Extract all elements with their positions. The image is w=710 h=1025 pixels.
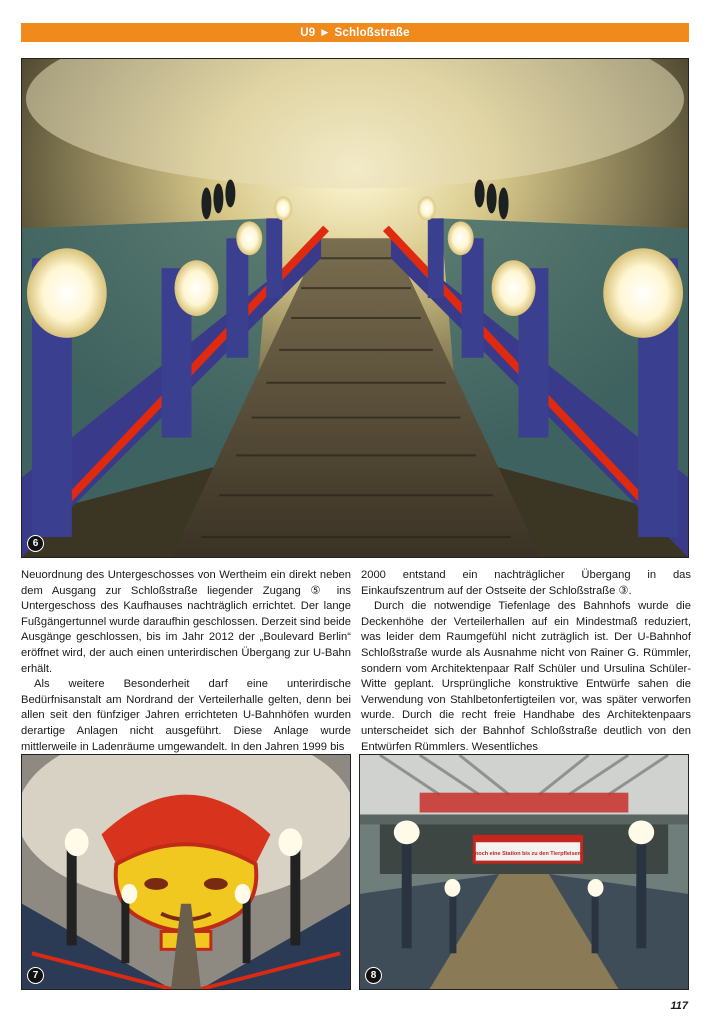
play-triangle-icon: ▶ xyxy=(321,27,329,37)
main-photo-staircase xyxy=(21,58,689,558)
photo-distribution-hall xyxy=(359,754,689,990)
photo-number-badge: 8 xyxy=(365,967,382,984)
photo-number-badge: 6 xyxy=(27,535,44,552)
text-column-left xyxy=(21,568,351,755)
chapter-header-bar xyxy=(21,23,689,42)
page-number: 117 xyxy=(670,1000,688,1012)
paragraph: Neuordnung des Untergeschosses von Wertheim ein direkt neben dem Ausgang zur Schloßstraße liegender Zugang ⑤ ins Untergeschoss des Kaufhauses nachträglich errichtet. Der lange Fußgängertunnel wurde daraufhin geschlossen. Derzeit sind beide Ausgänge geschlossen, bis im Jahr 2012 der „Boulevard Berlin“ eröffnet wird, der auch einen unterirdischen Übergang zur U-Bahn erhält. xyxy=(21,569,351,675)
station-label: Schloßstraße xyxy=(334,26,410,39)
photo-number-badge: 7 xyxy=(27,967,44,984)
staircase-illustration xyxy=(22,59,688,557)
paragraph: 2000 entstand ein nachträglicher Übergang in das Einkaufszentrum auf der Ostseite der Schloßstraße ③. xyxy=(361,569,691,597)
photo-ceiling-mural xyxy=(21,754,351,990)
mural-illustration xyxy=(22,755,350,989)
line-label: U9 xyxy=(300,26,316,39)
station-sign-text: ...noch eine Station bis zu den Tierpfleisen... xyxy=(470,851,586,858)
text-column-right xyxy=(361,568,691,755)
paragraph: Als weitere Besonderheit darf eine unterirdische Bedürfnisanstalt am Nordrand der Verteilerhalle gelten, denn bei allen seit den fünfziger Jahren errichteten U-Bahnhöfen wurden derartige Anlagen nicht ausgeführt. Diese Anlage wurde mittlerweile in Ladenräume umgewandelt. In den Jahren 1999 bis xyxy=(21,678,351,753)
paragraph: Durch die notwendige Tiefenlage des Bahnhofs wurde die Deckenhöhe der Verteilerhallen auf ein Mindestmaß reduziert, was leider dem Raumgefühl nicht zuträglich ist. Der U-Bahnhof Schloßstraße wurde als Ausnahme nicht von Rainer G. Rümmler, sondern vom Architektenpaar Ralf Schüler und Ursulina Schüler-Witte geplant. Ursprüngliche konstruktive Entwürfe sahen die Verwendung von Stahlbetonfertigteilen vor, was später verworfen wurde. Durch die recht freie Handhabe des Architektenpaars unterscheidet sich der Bahnhof Schloßstraße deutlich von den Entwürfen Rümmlers. Wesentliches xyxy=(361,600,691,753)
hall-illustration xyxy=(360,755,688,989)
